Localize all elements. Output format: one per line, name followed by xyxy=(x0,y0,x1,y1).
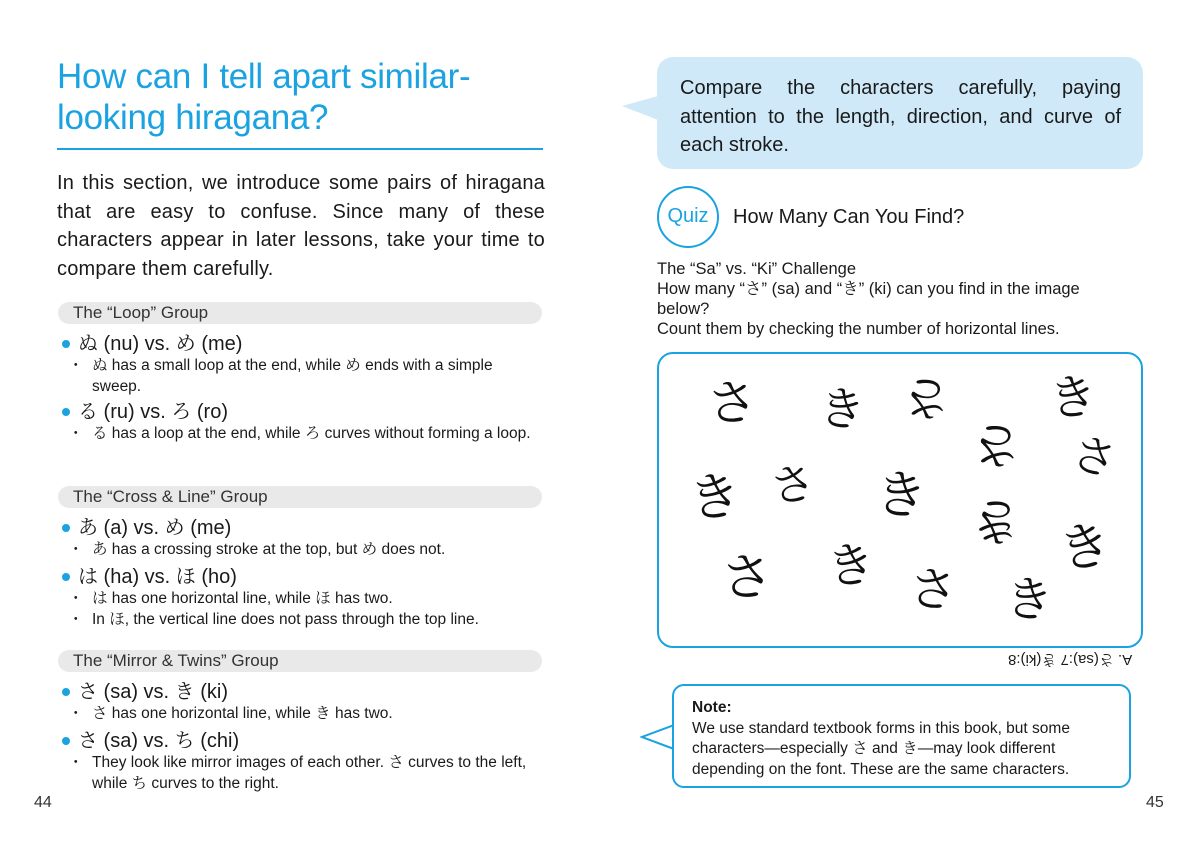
tip-speech-bubble: Compare the characters carefully, paying attention to the length, direction, and curve of each stroke. xyxy=(657,57,1143,169)
pair-item xyxy=(62,729,542,794)
quiz-line: Count them by checking the number of horizontal lines. xyxy=(657,320,1060,338)
pair-note: ・ は has one horizontal line, while ほ has two. xyxy=(62,589,542,610)
quiz-line: below? xyxy=(657,300,710,318)
pair-heading: さ (sa) vs. ち (chi) xyxy=(78,730,240,752)
kana-character: き xyxy=(1054,513,1116,583)
bullet-icon xyxy=(62,688,70,696)
kana-character: き xyxy=(816,379,868,439)
quiz-line: How many “さ” (sa) and “き” (ki) can you find in the image xyxy=(657,280,1080,298)
quiz-instructions xyxy=(657,259,1147,339)
bullet-icon xyxy=(62,573,70,581)
pair-note: ・ ぬ has a small loop at the end, while め ends with a simple sweep. xyxy=(62,356,542,397)
kana-character: さ xyxy=(907,560,959,620)
bullet-icon xyxy=(62,340,70,348)
kana-character: き xyxy=(1047,368,1099,428)
quiz-title: How Many Can You Find? xyxy=(733,206,965,228)
kana-puzzle-box xyxy=(657,352,1143,648)
pair-item xyxy=(62,332,542,397)
bullet-icon xyxy=(62,408,70,416)
pair-heading: は (ha) vs. ほ (ho) xyxy=(78,566,237,588)
pair-heading: あ (a) vs. め (me) xyxy=(78,517,232,539)
group-heading-loop: The “Loop” Group xyxy=(58,302,542,324)
kana-character: さ xyxy=(902,370,951,426)
bullet-icon xyxy=(62,524,70,532)
bullet-icon xyxy=(62,737,70,745)
speech-bubble-tail xyxy=(622,96,658,120)
kana-character: さ xyxy=(705,372,759,434)
kana-character: き xyxy=(824,535,878,597)
pair-note: ・ る has a loop at the end, while ろ curves without forming a loop. xyxy=(62,424,542,445)
group-heading-cross-line: The “Cross & Line” Group xyxy=(58,486,542,508)
kana-character: き xyxy=(1003,570,1055,630)
kana-character: き xyxy=(971,492,1021,550)
pair-item xyxy=(62,516,542,561)
pair-item xyxy=(62,565,542,630)
pair-note: ・ In ほ, the vertical line does not pass through the top line. xyxy=(62,610,542,631)
upside-down-answer: A. さ(sa):7 き(ki):8 xyxy=(1008,651,1133,668)
quiz-line: The “Sa” vs. “Ki” Challenge xyxy=(657,260,856,278)
note-text: We use standard textbook forms in this book, but some characters—especially さ and き—may look different depending on the font. These are the same characters. xyxy=(692,719,1070,778)
kana-character: さ xyxy=(719,546,775,610)
kana-character: さ xyxy=(1066,427,1122,488)
pair-heading: ぬ (nu) vs. め (me) xyxy=(78,333,243,355)
page-number-right: 45 xyxy=(1146,794,1164,811)
intro-paragraph: In this section, we introduce some pairs of hiragana that are easy to confuse. Since many of these characters appear in later lessons, take your time to compare them carefully. xyxy=(57,172,545,280)
title-rule xyxy=(57,148,543,150)
pair-heading: さ (sa) vs. き (ki) xyxy=(78,681,228,703)
kana-character: き xyxy=(686,465,745,531)
group-heading-mirror-twins: The “Mirror & Twins” Group xyxy=(58,650,542,672)
pair-note: ・ さ has one horizontal line, while き has two. xyxy=(62,704,542,725)
pair-note: ・ They look like mirror images of each other. さ curves to the left, while ち curves to the right. xyxy=(62,753,542,794)
note-callout-tail xyxy=(640,723,674,751)
page-number-left: 44 xyxy=(34,794,52,811)
pair-heading: る (ru) vs. ろ (ro) xyxy=(78,401,228,423)
kana-character: さ xyxy=(971,416,1021,474)
page-title: How can I tell apart similar-looking hiragana? xyxy=(57,57,471,137)
kana-character: さ xyxy=(766,455,820,516)
pair-note: ・ あ has a crossing stroke at the top, but め does not. xyxy=(62,540,542,561)
pair-item xyxy=(62,680,542,725)
note-title: Note: xyxy=(692,699,732,716)
note-box xyxy=(672,684,1131,788)
kana-character: き xyxy=(872,464,930,528)
pair-item xyxy=(62,400,542,445)
quiz-badge: Quiz xyxy=(657,186,719,248)
